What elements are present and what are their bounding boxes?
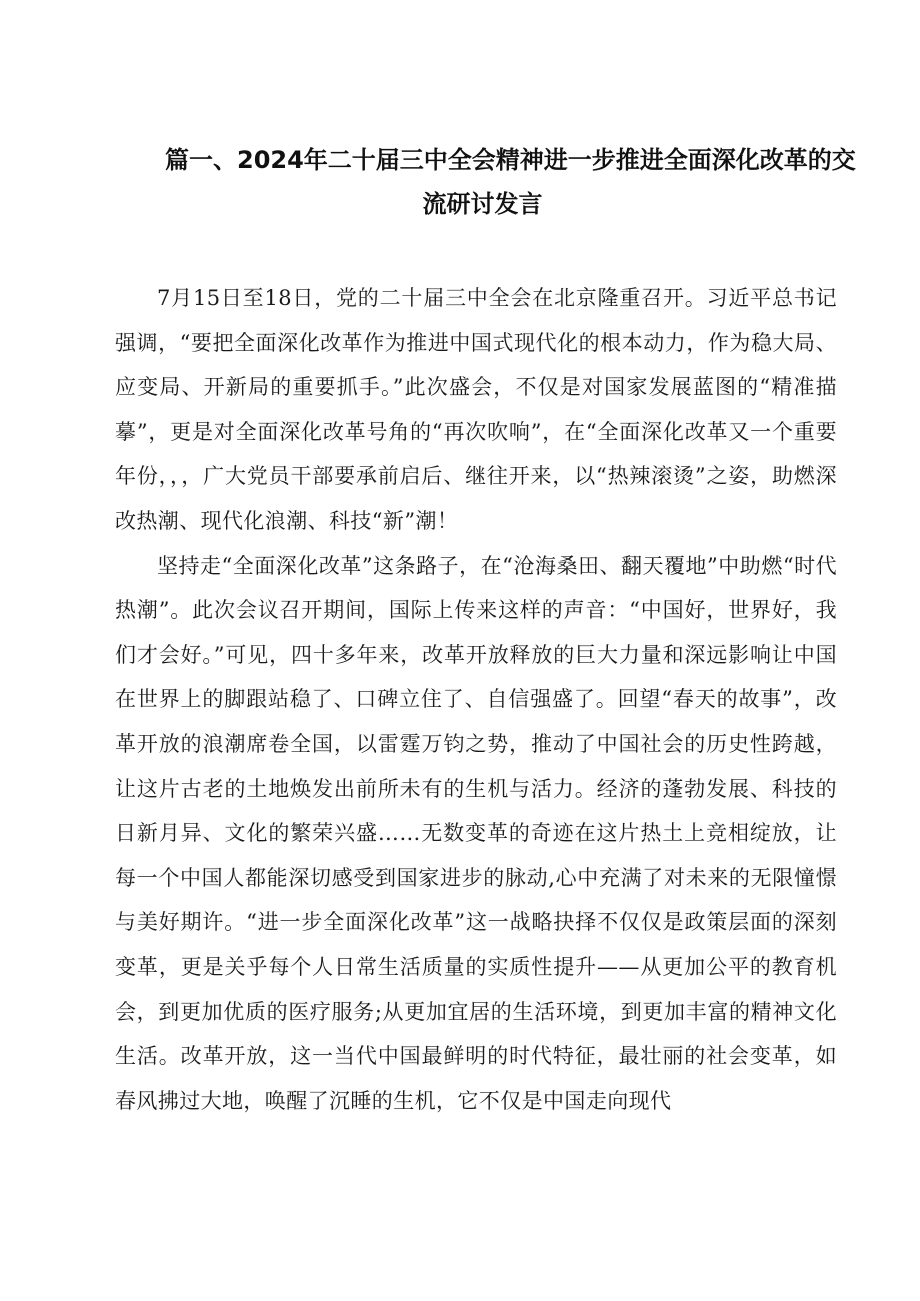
title-line-2: 流研讨发言 (422, 190, 543, 218)
paragraph: 坚持走“全面深化改革”这条路子，在“沧海桑田、翻天覆地”中助燃“时代热潮”。此次会议召开期间，国际上传来这样的声音：“中国好，世界好，我们才会好。”可见，四十多年来，改革开放释放的巨大力量和深远影响让中国在世界上的脚跟站稳了、口碑立住了、自信强盛了。回望“春天的故事”，改革开放的浪潮席卷全国，以雷霆万钧之势，推动了中国社会的历史性跨越，让这片古老的土地焕发出前所未有的生机与活力。经济的蓬勃发展、科技的日新月异、文化的繁荣兴盛……无数变革的奇迹在这片热土上竞相绽放，让每一个中国人都能深切感受到国家进步的脉动,心中充满了对未来的无限憧憬与美好期许。“进一步全面深化改革”这一战略抉择不仅仅是政策层面的深刻变革，更是关乎每个人日常生活质量的实质性提升——从更加公平的教育机会，到更加优质的医疗服务;从更加宜居的生活环境，到更加丰富的精神文化生活。改革开放，这一当代中国最鲜明的时代特征，最壮丽的社会变革，如春风拂过大地，唤醒了沉睡的生机，它不仅是中国走向现代 (115, 553, 837, 1113)
title-line-1: 篇一、2024年二十届三中全会精神进一步推进全面深化改革的交 (165, 146, 856, 174)
paragraph: 7月15日至18日，党的二十届三中全会在北京隆重召开。习近平总书记强调，“要把全面深化改革作为推进中国式现代化的根本动力，作为稳大局、应变局、开新局的重要抓手。”此次盛会，不仅是对国家发展蓝图的“精准描摹”，更是对全面深化改革号角的“再次吹响”，在“全面深化改革又一个重要年份，，，广大党员干部要承前启后、继往开来，以“热辣滚烫”之姿，助燃深改热潮、现代化浪潮、科技“新”潮！ (115, 286, 837, 533)
document-title (120, 138, 856, 226)
document-body (115, 276, 837, 1123)
